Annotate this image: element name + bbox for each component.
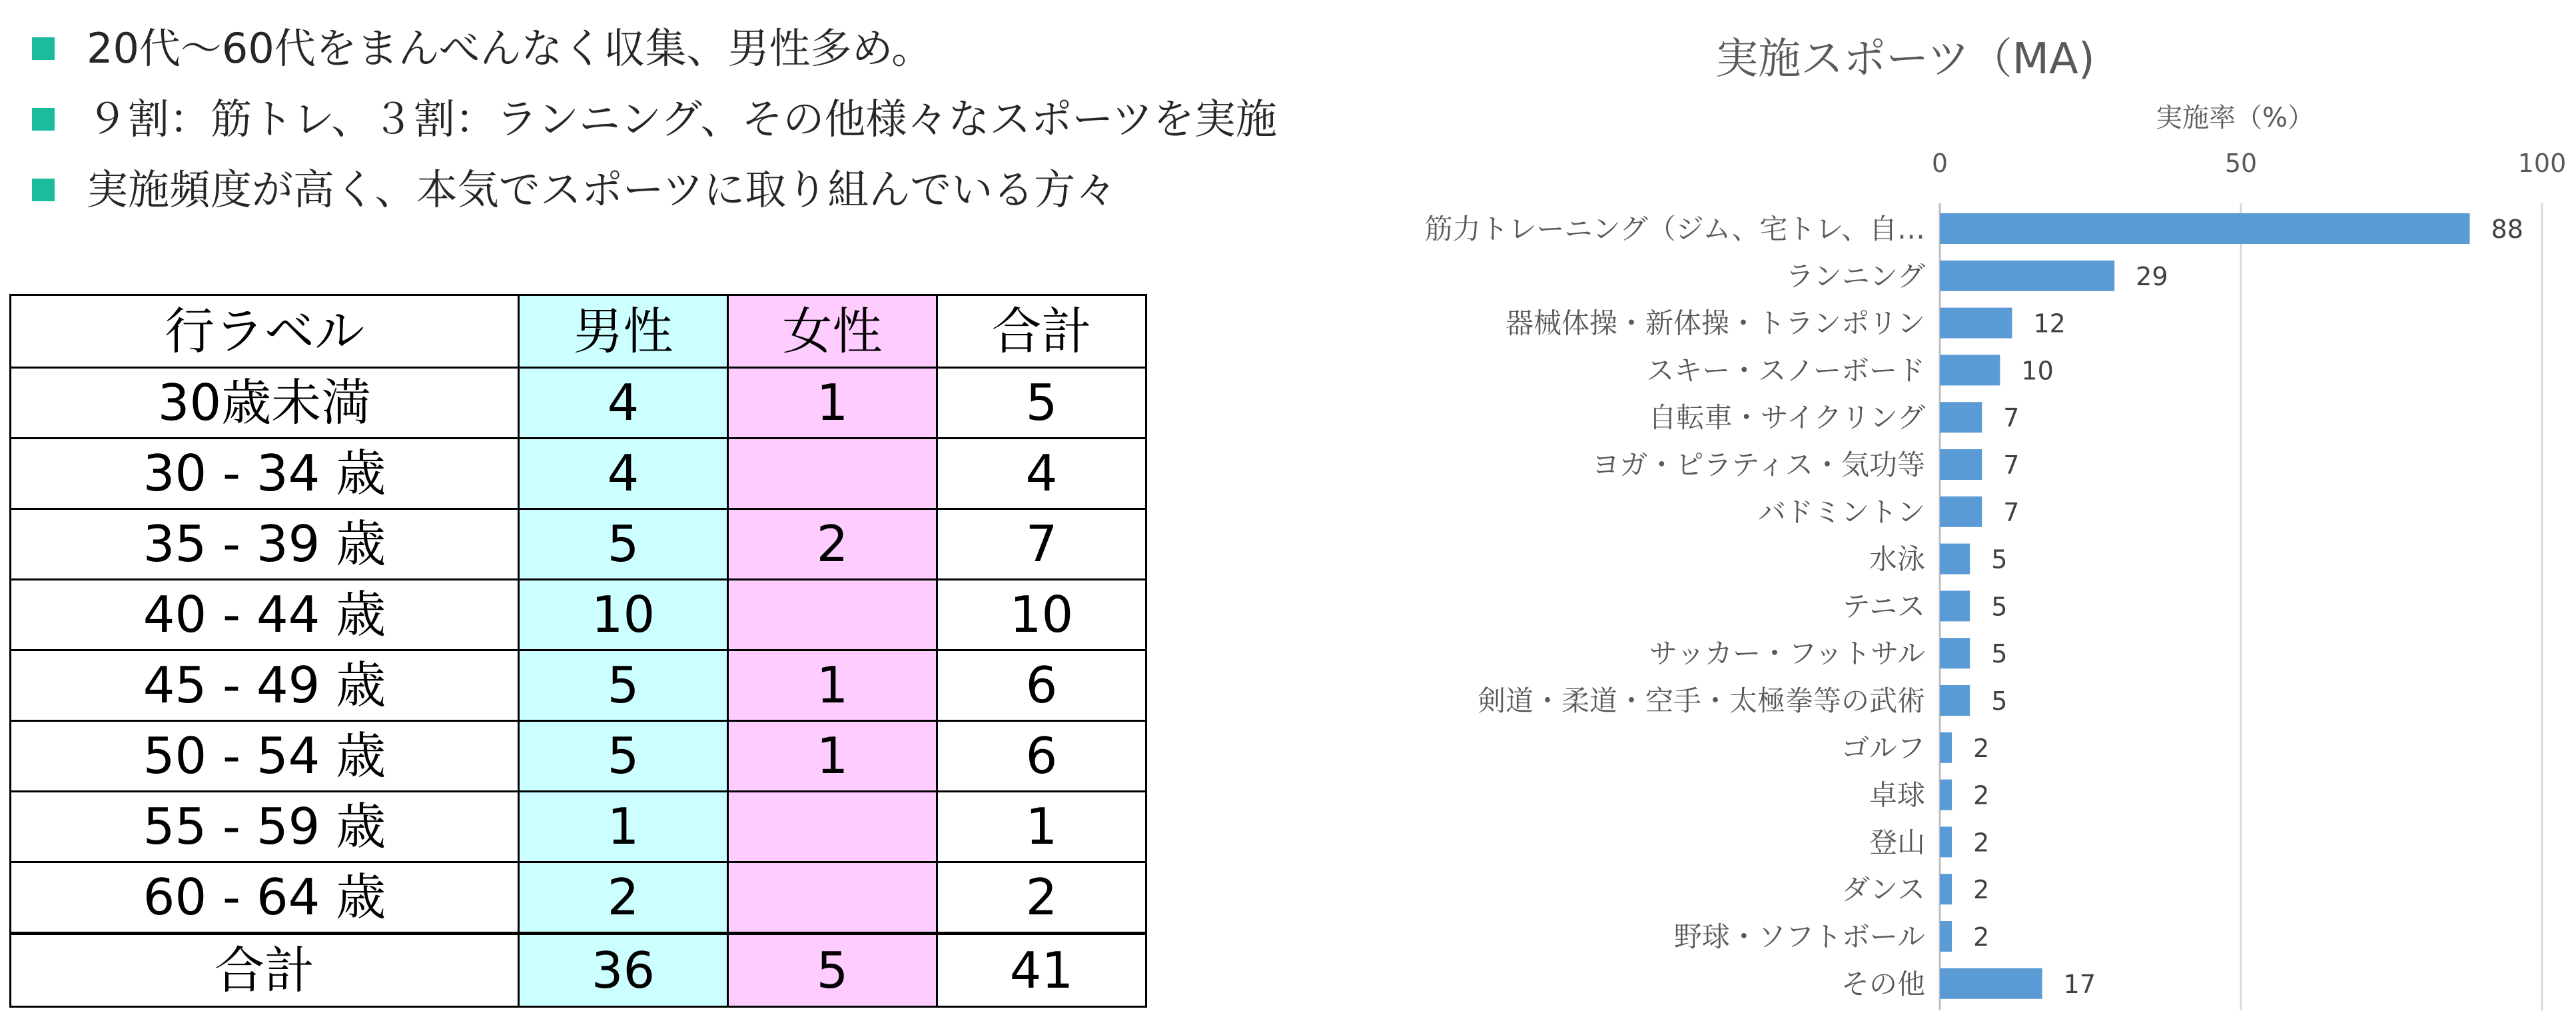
male-count: 4 xyxy=(519,439,728,509)
female-count: 1 xyxy=(728,650,937,721)
category-label: 筋力トレーニング（ジム、宅トレ、自… xyxy=(1424,213,1925,245)
data-label: 12 xyxy=(2033,309,2066,339)
sports-chart xyxy=(1372,0,2576,1033)
category-label: ヨガ・ピラティス・気功等 xyxy=(1591,449,1925,481)
total-count: 10 xyxy=(937,580,1146,650)
table-row xyxy=(11,439,1146,509)
row-label: 30歳未満 xyxy=(11,368,519,439)
data-label: 29 xyxy=(2136,261,2168,291)
male-count: 4 xyxy=(519,368,728,439)
data-label: 10 xyxy=(2021,356,2054,386)
male-count: 5 xyxy=(519,509,728,580)
bar xyxy=(1940,261,2114,291)
row-label: 30 - 34 歳 xyxy=(11,439,519,509)
table-row xyxy=(11,862,1146,934)
bar xyxy=(1940,638,1970,668)
bar xyxy=(1940,780,1952,810)
bar xyxy=(1940,921,1952,952)
table-row xyxy=(11,509,1146,580)
male-count: 1 xyxy=(519,792,728,862)
x-tick-label: 50 xyxy=(2224,149,2258,178)
category-label: テニス xyxy=(1842,590,1925,623)
bullet-item xyxy=(32,84,1464,155)
table-total-row xyxy=(11,934,1146,1007)
total-count: 2 xyxy=(937,862,1146,934)
header-female: 女性 xyxy=(728,295,937,368)
bar xyxy=(1940,685,1970,716)
row-label: 40 - 44 歳 xyxy=(11,580,519,650)
female-count xyxy=(728,792,937,862)
header-row-label: 行ラベル xyxy=(11,295,519,368)
row-label: 55 - 59 歳 xyxy=(11,792,519,862)
category-label: 登山 xyxy=(1869,826,1925,859)
table-row xyxy=(11,792,1146,862)
female-count: 1 xyxy=(728,721,937,792)
category-label: バドミントン xyxy=(1757,495,1925,528)
male-count: 5 xyxy=(519,721,728,792)
category-label: その他 xyxy=(1841,967,1925,1000)
row-label: 45 - 49 歳 xyxy=(11,650,519,721)
table-row xyxy=(11,721,1146,792)
bar xyxy=(1940,308,2012,339)
total-count: 6 xyxy=(937,721,1146,792)
table-row xyxy=(11,650,1146,721)
category-label: ランニング xyxy=(1785,259,1925,293)
male-count: 2 xyxy=(519,862,728,934)
data-label: 7 xyxy=(2003,497,2020,527)
data-label: 2 xyxy=(1973,875,1990,905)
female-count xyxy=(728,439,937,509)
bar xyxy=(1940,449,1982,480)
total-count: 6 xyxy=(937,650,1146,721)
female-total: 5 xyxy=(728,934,937,1007)
data-label: 5 xyxy=(1991,544,2008,574)
bullet-item xyxy=(32,155,1464,225)
table-row xyxy=(11,368,1146,439)
bar xyxy=(1940,968,2042,999)
total-count: 1 xyxy=(937,792,1146,862)
category-label: 自転車・サイクリング xyxy=(1648,401,1925,435)
bullet-text: 20代～60代をまんべんなく収集、男性多め。 xyxy=(87,24,933,73)
female-count xyxy=(728,862,937,934)
bar xyxy=(1940,497,1982,527)
data-label: 7 xyxy=(2003,403,2020,433)
bar xyxy=(1940,732,1952,763)
category-label: サッカー・フットサル xyxy=(1649,637,1925,670)
header-male: 男性 xyxy=(519,295,728,368)
row-label: 35 - 39 歳 xyxy=(11,509,519,580)
female-count: 1 xyxy=(728,368,937,439)
data-label: 5 xyxy=(1991,592,2008,622)
category-label: 卓球 xyxy=(1869,778,1925,812)
data-label: 2 xyxy=(1973,780,1990,810)
category-label: スキー・スノーボード xyxy=(1646,354,1925,387)
data-label: 17 xyxy=(2063,969,2096,999)
category-label: ダンス xyxy=(1841,873,1925,906)
sports-bar-chart-svg xyxy=(1372,0,2576,1033)
bullet-square-icon xyxy=(32,108,55,131)
age-gender-table xyxy=(9,294,1147,1008)
bar xyxy=(1940,590,1970,621)
data-label: 2 xyxy=(1973,733,1990,763)
male-total: 36 xyxy=(519,934,728,1007)
male-count: 10 xyxy=(519,580,728,650)
female-count: 2 xyxy=(728,509,937,580)
category-label: 野球・ソフトボール xyxy=(1673,920,1925,953)
bullet-square-icon xyxy=(32,179,55,201)
bullet-text: ９割：筋トレ、３割：ランニング、その他様々なスポーツを実施 xyxy=(87,95,1277,143)
bar xyxy=(1940,826,1952,857)
category-label: 水泳 xyxy=(1869,542,1925,576)
chart-title: 実施スポーツ（MA) xyxy=(1715,35,2095,84)
table-row xyxy=(11,580,1146,650)
data-label: 2 xyxy=(1973,922,1990,952)
male-count: 5 xyxy=(519,650,728,721)
bullet-text: 実施頻度が高く、本気でスポーツに取り組んでいる方々 xyxy=(87,165,1117,214)
total-count: 5 xyxy=(937,368,1146,439)
bar xyxy=(1940,213,2470,244)
female-count xyxy=(728,580,937,650)
data-label: 2 xyxy=(1973,828,1990,858)
data-label: 88 xyxy=(2491,215,2523,244)
category-label: 剣道・柔道・空手・太極拳等の武術 xyxy=(1477,684,1925,717)
bullet-item xyxy=(32,13,1464,84)
summary-bullets xyxy=(32,13,1464,225)
x-tick-label: 0 xyxy=(1931,149,1948,178)
total-count: 7 xyxy=(937,509,1146,580)
bar xyxy=(1940,544,1970,574)
total-row-label: 合計 xyxy=(11,934,519,1007)
bar xyxy=(1940,355,2000,385)
bar xyxy=(1940,874,1952,904)
data-label: 5 xyxy=(1991,639,2008,669)
data-label: 7 xyxy=(2003,451,2020,480)
x-axis-label: 実施率（%） xyxy=(2155,103,2315,133)
row-label: 50 - 54 歳 xyxy=(11,721,519,792)
data-label: 5 xyxy=(1991,686,2008,716)
category-label: ゴルフ xyxy=(1841,731,1925,764)
bar xyxy=(1940,402,1982,433)
total-count: 4 xyxy=(937,439,1146,509)
row-label: 60 - 64 歳 xyxy=(11,862,519,934)
header-total: 合計 xyxy=(937,295,1146,368)
table-header-row xyxy=(11,295,1146,368)
x-tick-label: 100 xyxy=(2517,149,2567,178)
grand-total: 41 xyxy=(937,934,1146,1007)
bullet-square-icon xyxy=(32,37,55,60)
category-label: 器械体操・新体操・トランポリン xyxy=(1505,307,1925,340)
